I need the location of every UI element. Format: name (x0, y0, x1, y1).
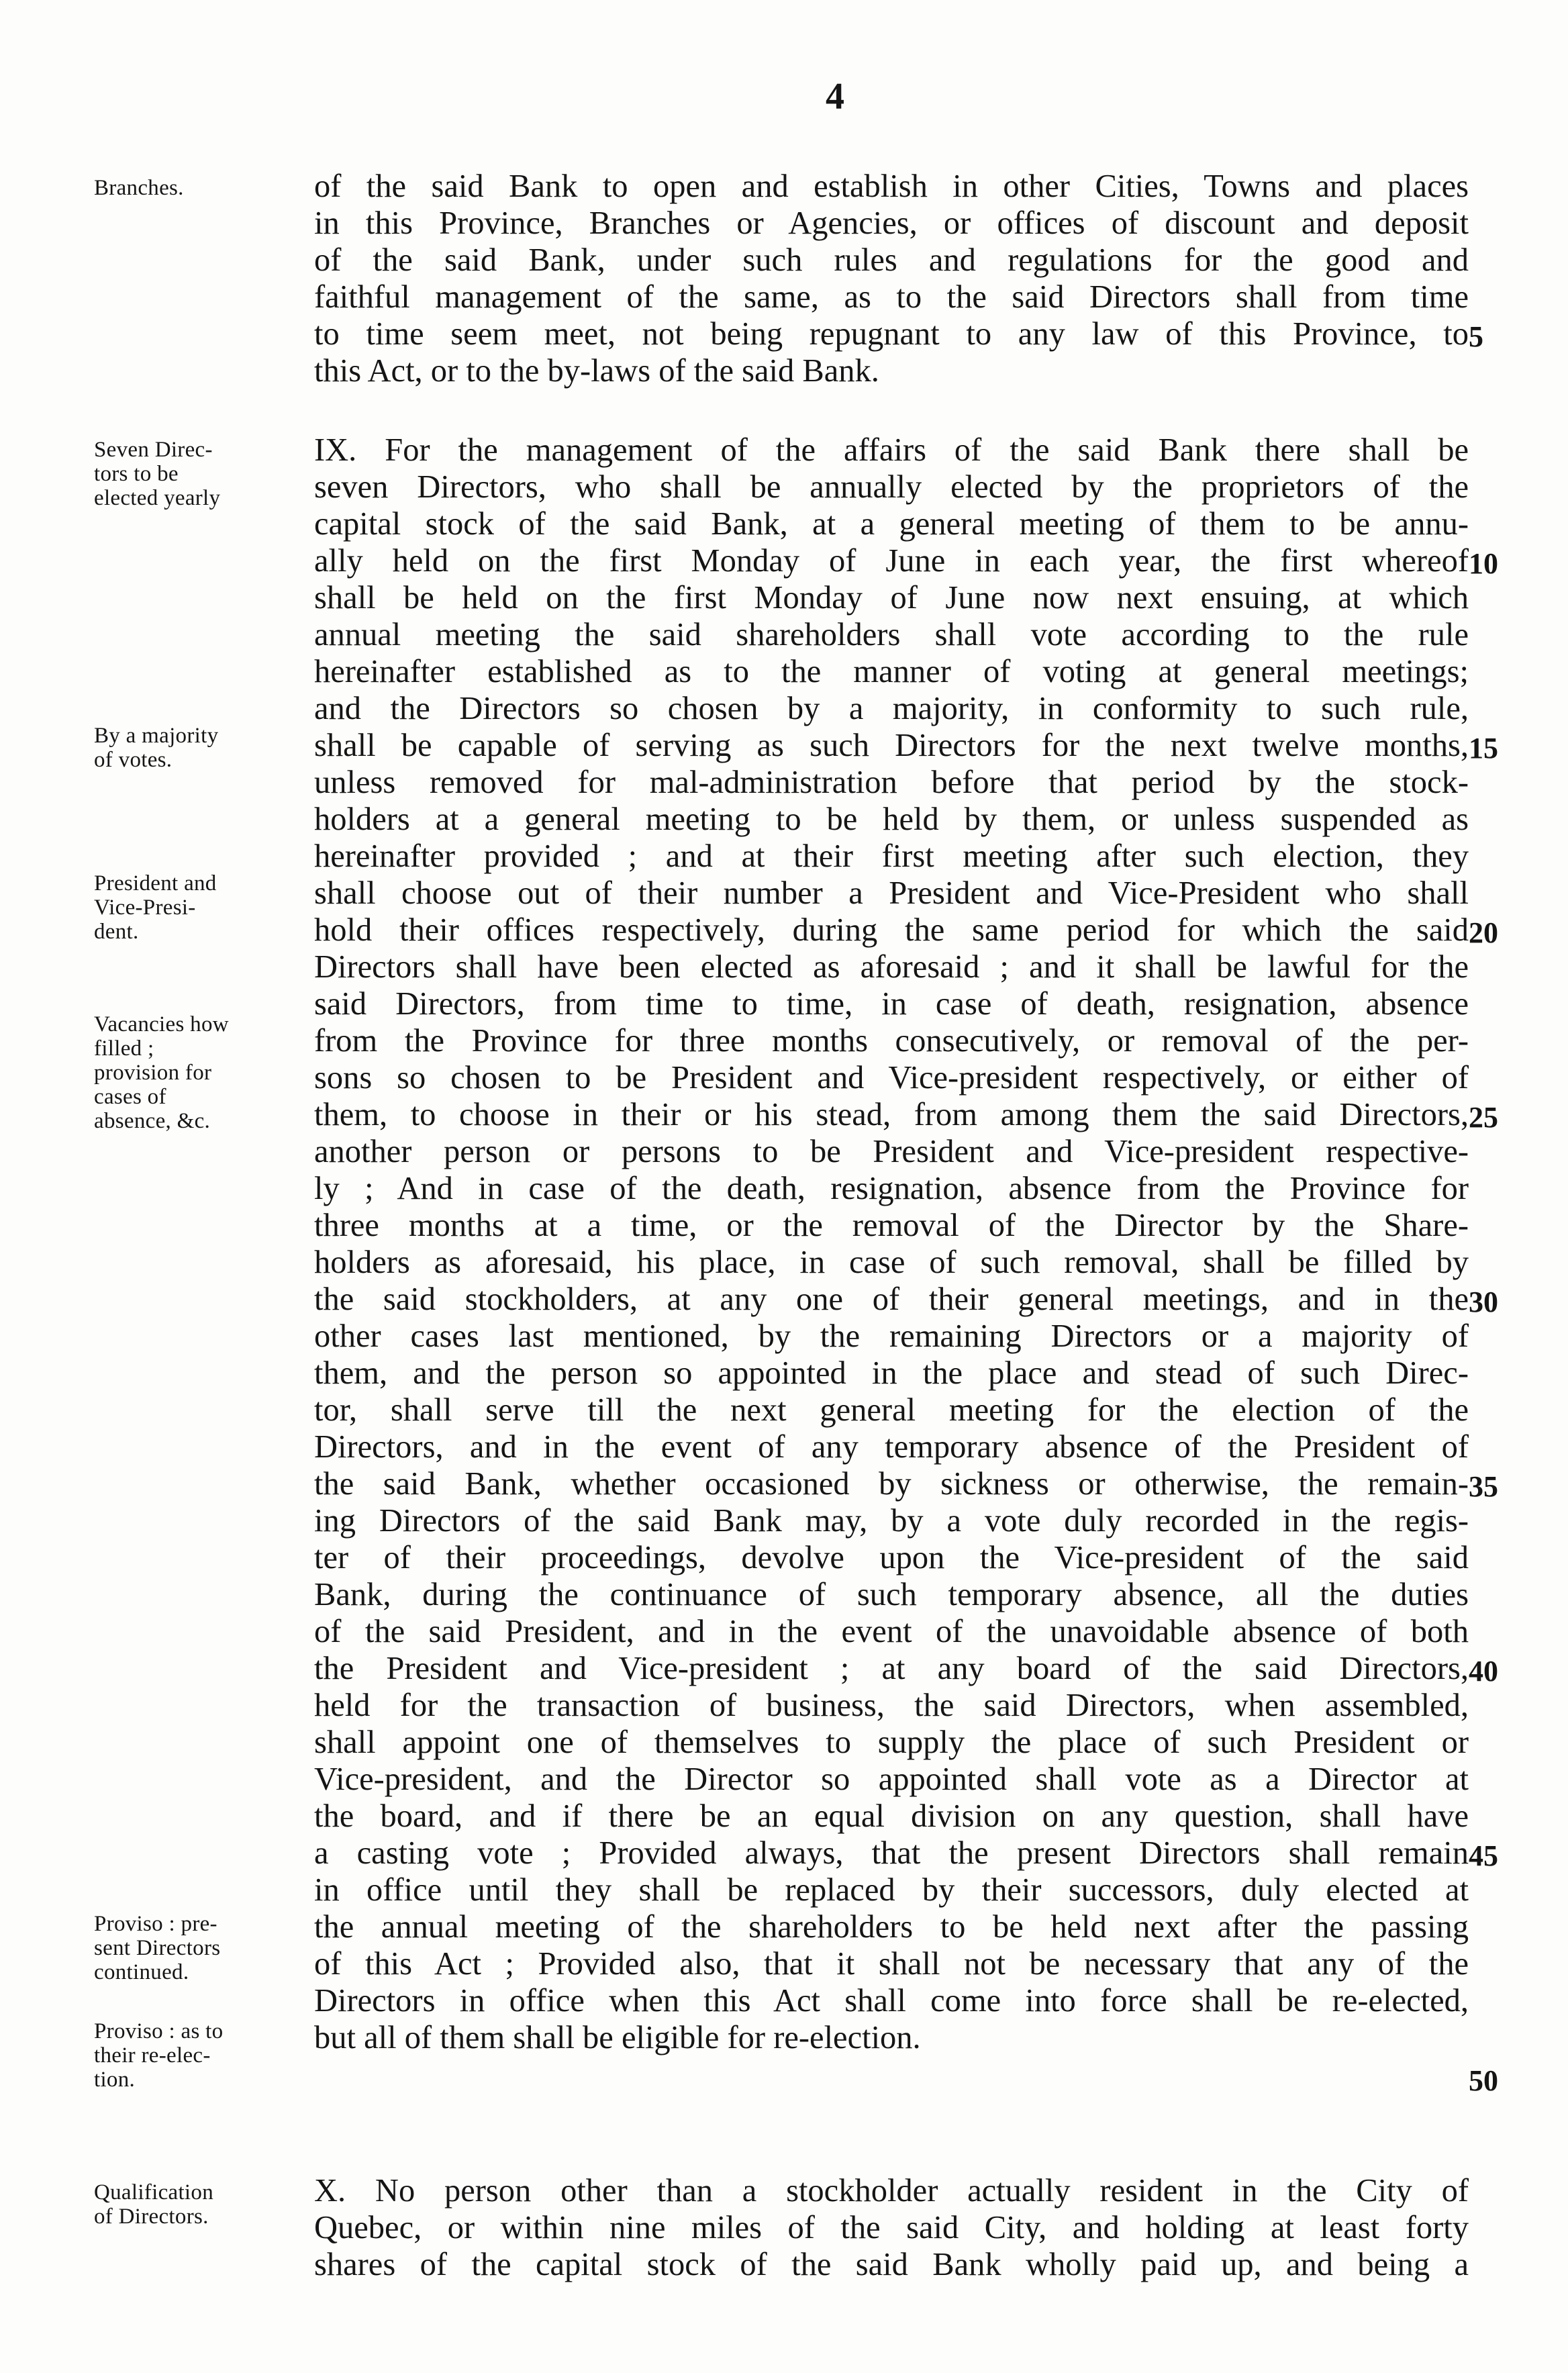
text-line: of the said Bank to open and establish in other Cities, Towns and places (314, 168, 1469, 204)
margin-note-proviso-reelection: Proviso : as to their re-elec- tion. (94, 2019, 224, 2092)
text-line: ally held on the first Monday of June in each year, the first whereof (314, 543, 1469, 579)
text-line: IX. For the management of the affairs of the said Bank there shall be (314, 432, 1469, 468)
text-line: but all of them shall be eligible for re-election. (314, 2020, 921, 2055)
text-line: shall appoint one of themselves to supply the place of such President or (314, 1725, 1469, 1760)
page-number: 4 (826, 76, 844, 117)
line-number: 35 (1469, 1470, 1498, 1503)
text-line: the board, and if there be an equal division on any question, shall have (314, 1798, 1469, 1834)
text-line: from the Province for three months consecutively, or removal of the per- (314, 1023, 1469, 1059)
text-line: shall be capable of serving as such Directors for the next twelve months, (314, 728, 1469, 763)
line-number: 25 (1469, 1101, 1498, 1134)
text-line: hereinafter established as to the manner of voting at general meetings; (314, 654, 1469, 689)
text-line: shall choose out of their number a President and Vice-President who shall (314, 875, 1469, 911)
text-line: other cases last mentioned, by the remaining Directors or a majority of (314, 1318, 1469, 1354)
line-number: 40 (1469, 1655, 1498, 1688)
text-line: the annual meeting of the shareholders to be held next after the passing (314, 1909, 1469, 1945)
margin-note-branches: Branches. (94, 176, 184, 200)
text-line: Directors in office when this Act shall come into force shall be re-elected, (314, 1983, 1469, 2019)
text-line: faithful management of the same, as to the said Directors shall from time (314, 279, 1469, 315)
text-line: seven Directors, who shall be annually elected by the proprietors of the (314, 469, 1469, 505)
margin-note-president: President and Vice-Presi- dent. (94, 871, 217, 944)
text-line: capital stock of the said Bank, at a general meeting of them to be annu- (314, 506, 1469, 542)
text-line: and the Directors so chosen by a majority, in conformity to such rule, (314, 691, 1469, 726)
text-line: shares of the capital stock of the said Bank wholly paid up, and being a (314, 2247, 1469, 2282)
text-line: them, to choose in their or his stead, from among them the said Directors, (314, 1097, 1469, 1132)
text-line: three months at a time, or the removal of the Director by the Share- (314, 1208, 1469, 1243)
text-line: sons so chosen to be President and Vice-president respectively, or either of (314, 1060, 1469, 1096)
text-line: a casting vote ; Provided always, that the present Directors shall remain (314, 1835, 1469, 1871)
text-line: Quebec, or within nine miles of the said City, and holding at least forty (314, 2210, 1469, 2245)
margin-note-vacancies: Vacancies how filled ; provision for cases of absence, &c. (94, 1012, 229, 1133)
margin-note-majority: By a majority of votes. (94, 724, 219, 772)
text-line: annual meeting the said shareholders shall vote according to the rule (314, 617, 1469, 652)
text-line: to time seem meet, not being repugnant to any law of this Province, to (314, 316, 1469, 352)
line-number: 50 (1469, 2064, 1498, 2097)
text-line: in this Province, Branches or Agencies, or offices of discount and deposit (314, 205, 1469, 241)
text-line: said Directors, from time to time, in case of death, resignation, absence (314, 986, 1469, 1022)
text-line: Directors, and in the event of any temporary absence of the President of (314, 1429, 1469, 1465)
text-line: the said stockholders, at any one of their general meetings, and in the (314, 1281, 1469, 1317)
text-line: unless removed for mal-administration before that period by the stock- (314, 765, 1469, 800)
text-line: Bank, during the continuance of such temporary absence, all the duties (314, 1577, 1469, 1612)
text-line: them, and the person so appointed in the place and stead of such Direc- (314, 1355, 1469, 1391)
text-line: of this Act ; Provided also, that it shall not be necessary that any of the (314, 1946, 1469, 1982)
text-line: holders at a general meeting to be held by them, or unless suspended as (314, 802, 1469, 837)
text-line: Directors shall have been elected as aforesaid ; and it shall be lawful for the (314, 949, 1469, 985)
text-line: of the said Bank, under such rules and regulations for the good and (314, 242, 1469, 278)
line-number: 30 (1469, 1286, 1498, 1318)
text-line: the said Bank, whether occasioned by sickness or otherwise, the remain- (314, 1466, 1469, 1502)
text-line: X. No person other than a stockholder actually resident in the City of (314, 2173, 1469, 2209)
text-line: ly ; And in case of the death, resignation, absence from the Province for (314, 1171, 1469, 1206)
text-line: this Act, or to the by-laws of the said Bank. (314, 353, 879, 389)
text-line: Vice-president, and the Director so appointed shall vote as a Director at (314, 1761, 1469, 1797)
line-number: 5 (1469, 320, 1483, 353)
text-line: the President and Vice-president ; at any board of the said Directors, (314, 1651, 1469, 1686)
margin-note-proviso-present: Proviso : pre- sent Directors continued. (94, 1912, 221, 1984)
text-line: holders as aforesaid, his place, in case of such removal, shall be filled by (314, 1245, 1469, 1280)
margin-note-seven-directors: Seven Direc- tors to be elected yearly (94, 438, 221, 510)
text-line: held for the transaction of business, the said Directors, when assembled, (314, 1688, 1469, 1723)
margin-note-qualification: Qualification of Directors. (94, 2180, 214, 2229)
text-line: another person or persons to be President and Vice-president respective- (314, 1134, 1469, 1169)
text-line: ter of their proceedings, devolve upon the Vice-president of the said (314, 1540, 1469, 1576)
line-number: 20 (1469, 916, 1498, 949)
text-line: hold their offices respectively, during the same period for which the said (314, 912, 1469, 948)
text-line: in office until they shall be replaced by their successors, duly elected at (314, 1872, 1469, 1908)
line-number: 15 (1469, 732, 1498, 765)
text-line: of the said President, and in the event of the unavoidable absence of both (314, 1614, 1469, 1649)
text-line: shall be held on the first Monday of June now next ensuing, at which (314, 580, 1469, 616)
text-line: tor, shall serve till the next general meeting for the election of the (314, 1392, 1469, 1428)
text-line: hereinafter provided ; and at their first meeting after such election, they (314, 838, 1469, 874)
text-line: ing Directors of the said Bank may, by a vote duly recorded in the regis- (314, 1503, 1469, 1539)
line-number: 10 (1469, 547, 1498, 580)
line-number: 45 (1469, 1839, 1498, 1872)
